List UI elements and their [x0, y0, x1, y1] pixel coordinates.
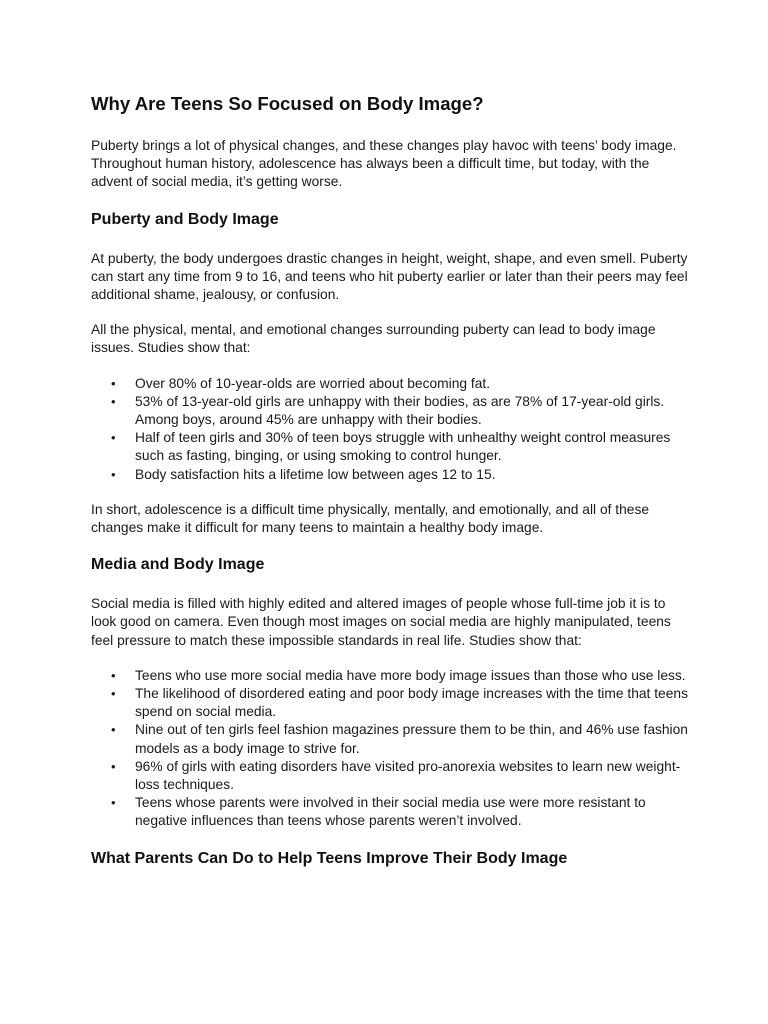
- list-item: [91, 685, 691, 721]
- bullet-icon: •: [111, 667, 116, 683]
- list-item: [91, 429, 691, 465]
- list-item-text: The likelihood of disordered eating and poor body image increases with the time that teens spend on social media.: [135, 686, 688, 720]
- bullet-icon: •: [111, 722, 116, 738]
- list-item-text: 53% of 13-year-old girls are unhappy with their bodies, as are 78% of 17-year-old girls. Among boys, around 45% are unhappy with their bodies.: [135, 393, 665, 428]
- puberty-paragraph-2: All the physical, mental, and emotional changes surrounding puberty can lead to body image issues. Studies show that:: [91, 322, 656, 356]
- list-item-text: Teens whose parents were involved in their social media use were more resistant to negative influences than teens whose parents weren’t involved.: [135, 795, 646, 829]
- list-item: [91, 667, 691, 685]
- document-page: [91, 92, 691, 889]
- list-item-text: Over 80% of 10-year-olds are worried about becoming fat.: [135, 375, 491, 391]
- list-item-text: 96% of girls with eating disorders have visited pro-anorexia websites to learn new weight-loss techniques.: [135, 758, 681, 793]
- bullet-icon: •: [111, 466, 116, 482]
- list-item-text: Half of teen girls and 30% of teen boys struggle with unhealthy weight control measures such as fasting, binging, or using smoking to control hunger.: [135, 430, 671, 464]
- list-item-text: Teens who use more social media have more body image issues than those who use less.: [135, 667, 686, 683]
- section-heading-media: Media and Body Image: [91, 556, 265, 574]
- list-item: [91, 794, 691, 830]
- bullet-icon: •: [111, 795, 116, 811]
- bullet-icon: •: [111, 686, 116, 702]
- media-stats-list: [91, 667, 691, 831]
- bullet-icon: •: [111, 430, 116, 446]
- page-title: Why Are Teens So Focused on Body Image?: [91, 93, 484, 114]
- list-item: [91, 393, 691, 429]
- section-heading-puberty: Puberty and Body Image: [91, 210, 279, 228]
- intro-paragraph: Puberty brings a lot of physical changes, and these changes play havoc with teens’ body image. Throughout human history, adolescence has always been a difficult time, but today, with the advent of social media, it’s getting worse.: [91, 138, 677, 190]
- list-item-text: Nine out of ten girls feel fashion magazines pressure them to be thin, and 46% use fashion models as a body image to strive for.: [135, 722, 688, 756]
- list-item: [91, 721, 691, 757]
- bullet-icon: •: [111, 758, 116, 774]
- puberty-stats-list: [91, 375, 691, 484]
- list-item: [91, 466, 691, 484]
- section-heading-parents: What Parents Can Do to Help Teens Improve Their Body Image: [91, 849, 568, 867]
- puberty-paragraph-3: In short, adolescence is a difficult time physically, mentally, and emotionally, and all of these changes make it difficult for many teens to maintain a healthy body image.: [91, 501, 650, 536]
- bullet-icon: •: [111, 393, 116, 409]
- media-paragraph-1: Social media is filled with highly edited and altered images of people whose full-time job it is to look good on camera. Even though most images on social media are highly manipulated, teens feel pressure to match these impossible standards in real life. Studies show that:: [91, 596, 671, 648]
- list-item: [91, 375, 691, 393]
- list-item: [91, 758, 691, 794]
- bullet-icon: •: [111, 375, 116, 391]
- puberty-paragraph-1: At puberty, the body undergoes drastic changes in height, weight, shape, and even smell. Puberty can start any time from 9 to 16, and teens who hit puberty earlier or later than their peers may feel additional shame, jealousy, or confusion.: [91, 250, 688, 303]
- list-item-text: Body satisfaction hits a lifetime low between ages 12 to 15.: [135, 466, 496, 482]
